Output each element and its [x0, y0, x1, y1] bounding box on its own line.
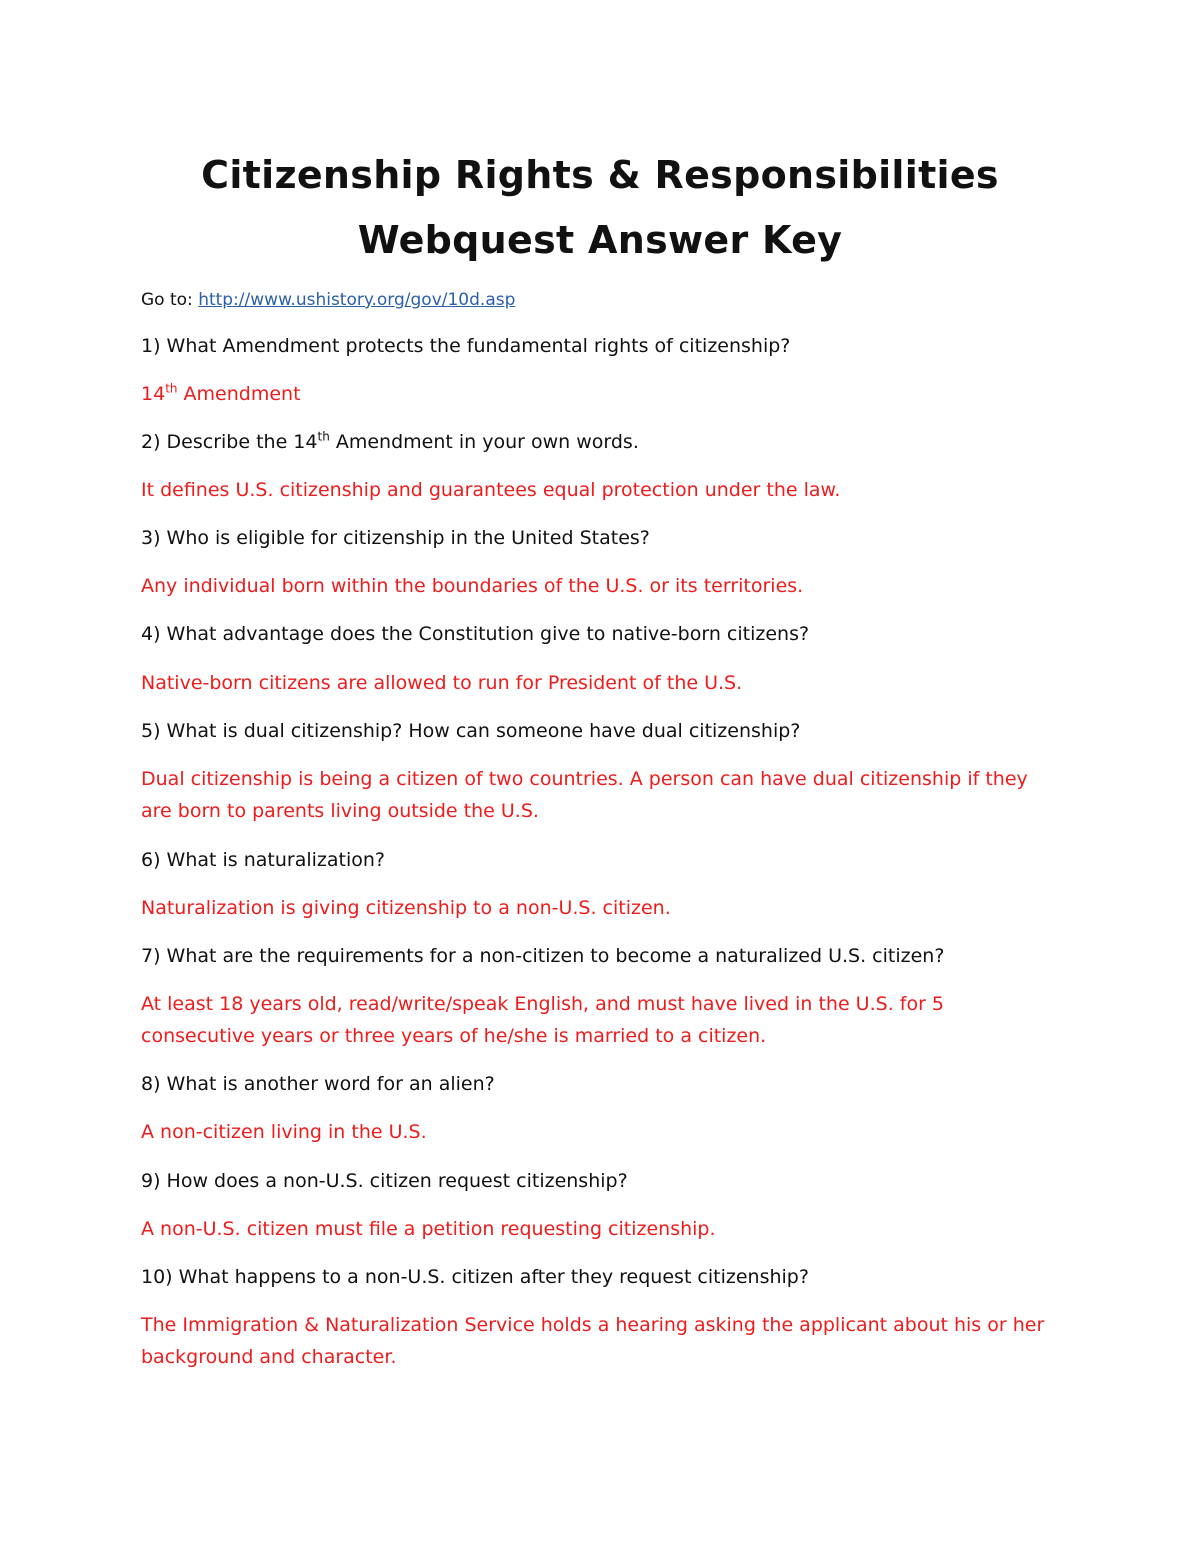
page-title-line-1: Citizenship Rights & Responsibilities [201, 153, 999, 197]
goto-line [141, 289, 515, 311]
question-7: 7) What are the requirements for a non-citizen to become a naturalized U.S. citizen? [141, 945, 945, 967]
answer-4: Native-born citizens are allowed to run for President of the U.S. [141, 672, 743, 694]
goto-label: Go to: [141, 290, 193, 310]
question-4: 4) What advantage does the Constitution give to native-born citizens? [141, 623, 810, 645]
question-9: 9) How does a non-U.S. citizen request citizenship? [141, 1170, 628, 1192]
question-5: 5) What is dual citizenship? How can someone have dual citizenship? [141, 720, 801, 742]
answer-2: It defines U.S. citizenship and guarantees equal protection under the law. [141, 479, 841, 501]
question-3: 3) Who is eligible for citizenship in the United States? [141, 527, 650, 549]
question-10: 10) What happens to a non-U.S. citizen after they request citizenship? [141, 1266, 809, 1288]
question-8: 8) What is another word for an alien? [141, 1073, 495, 1095]
question-6: 6) What is naturalization? [141, 849, 386, 871]
question-2-suffix: th [317, 429, 330, 444]
answer-8: A non-citizen living in the U.S. [141, 1121, 427, 1143]
page-title-line-2: Webquest Answer Key [357, 218, 843, 262]
answer-6: Naturalization is giving citizenship to a non-U.S. citizen. [141, 897, 671, 919]
answer-3: Any individual born within the boundaries of the U.S. or its territories. [141, 575, 804, 597]
question-2-post: Amendment in your own words. [329, 431, 639, 453]
answer-1-suffix: th [165, 381, 178, 396]
question-2 [141, 426, 1061, 458]
answer-7: At least 18 years old, read/write/speak English, and must have lived in the U.S. for 5 consecutive years or three years of he/she is married to a citizen. [141, 993, 945, 1047]
answer-1 [141, 378, 1061, 410]
answer-1-number: 14 [141, 383, 166, 405]
answer-5: Dual citizenship is being a citizen of two countries. A person can have dual citizenship if they are born to parents living outside the U.S. [141, 768, 1028, 822]
answer-1-text: Amendment [177, 383, 301, 405]
answer-9: A non-U.S. citizen must file a petition requesting citizenship. [141, 1218, 716, 1240]
question-1: 1) What Amendment protects the fundamental rights of citizenship? [141, 335, 791, 357]
answer-10: The Immigration & Naturalization Service holds a hearing asking the applicant about his or her background and character. [141, 1314, 1045, 1368]
question-2-pre: 2) Describe the 14 [141, 431, 318, 453]
source-link[interactable]: http://www.ushistory.org/gov/10d.asp [198, 290, 516, 310]
